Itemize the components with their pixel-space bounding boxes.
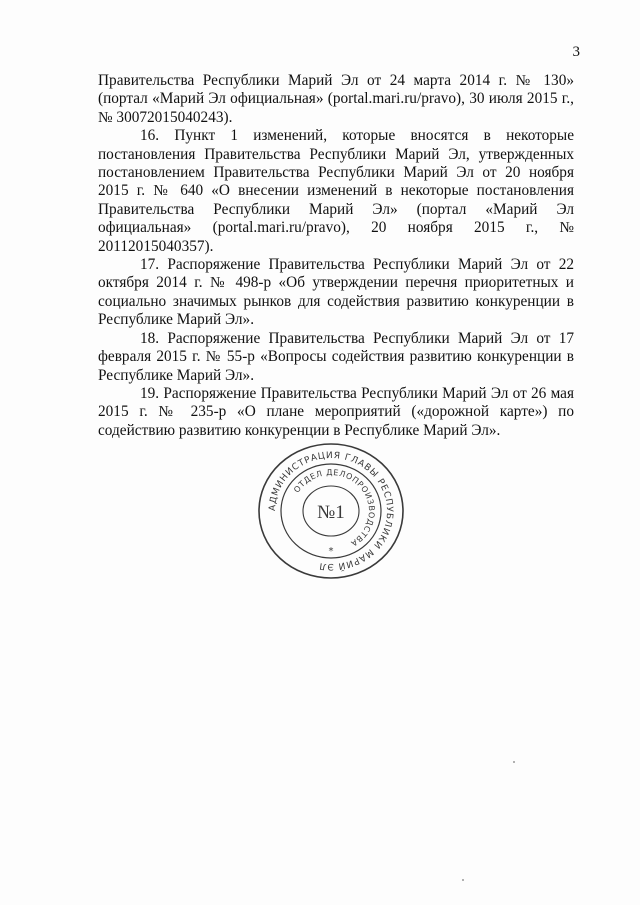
list-item-19: 19. Распоряжение Правительства Республики Марий Эл от 26 мая 2015 г. № 235-р «О плане мероприятий («дорожной карте») по содействию развитию конкуренции в Республике Марий Эл».: [98, 384, 574, 439]
seal-graphic: [255, 440, 407, 582]
scan-speck: [513, 761, 515, 763]
page-number: 3: [572, 44, 580, 60]
list-item-18: 18. Распоряжение Правительства Республики Марий Эл от 17 февраля 2015 г. № 55-р «Вопросы содействия развитию конкуренции в Республике Марий Эл».: [98, 329, 574, 384]
official-seal-stamp: [255, 440, 407, 582]
scan-speck: [462, 879, 464, 881]
list-item-16: 16. Пункт 1 изменений, которые вносятся в некоторые постановления Правительства Республики Марий Эл, утвержденных постановлением Правительства Республики Марий Эл от 20 ноября 2015 г. № 640 «О внесении изменений в некоторые постановления Правительства Республики Марий Эл» (портал «Марий Эл официальная» (portal.mari.ru/pravo), 20 ноября 2015 г., № 20112015040357).: [98, 127, 574, 255]
paragraph-continuation: Правительства Республики Марий Эл от 24 марта 2014 г. № 130» (портал «Марий Эл официальная» (portal.mari.ru/pravo), 30 июля 2015 г., № 30072015040243).: [98, 72, 574, 126]
seal-number: №1: [317, 502, 345, 523]
list-item-17: 17. Распоряжение Правительства Республики Марий Эл от 22 октября 2014 г. № 498-р «Об утверждении перечня приоритетных и социально значимых рынков для содействия развитию конкуренции в Республике Марий Эл».: [98, 256, 574, 329]
seal-outer-text: АДМИНИСТРАЦИЯ ГЛАВЫ РЕСПУБЛИКИ МАРИЙ ЭЛ: [267, 450, 395, 572]
seal-inner-text: ОТДЕЛ ДЕЛОПРОИЗВОДСТВА: [292, 467, 377, 549]
seal-star-icon: *: [328, 546, 334, 557]
document-body: [98, 72, 574, 440]
